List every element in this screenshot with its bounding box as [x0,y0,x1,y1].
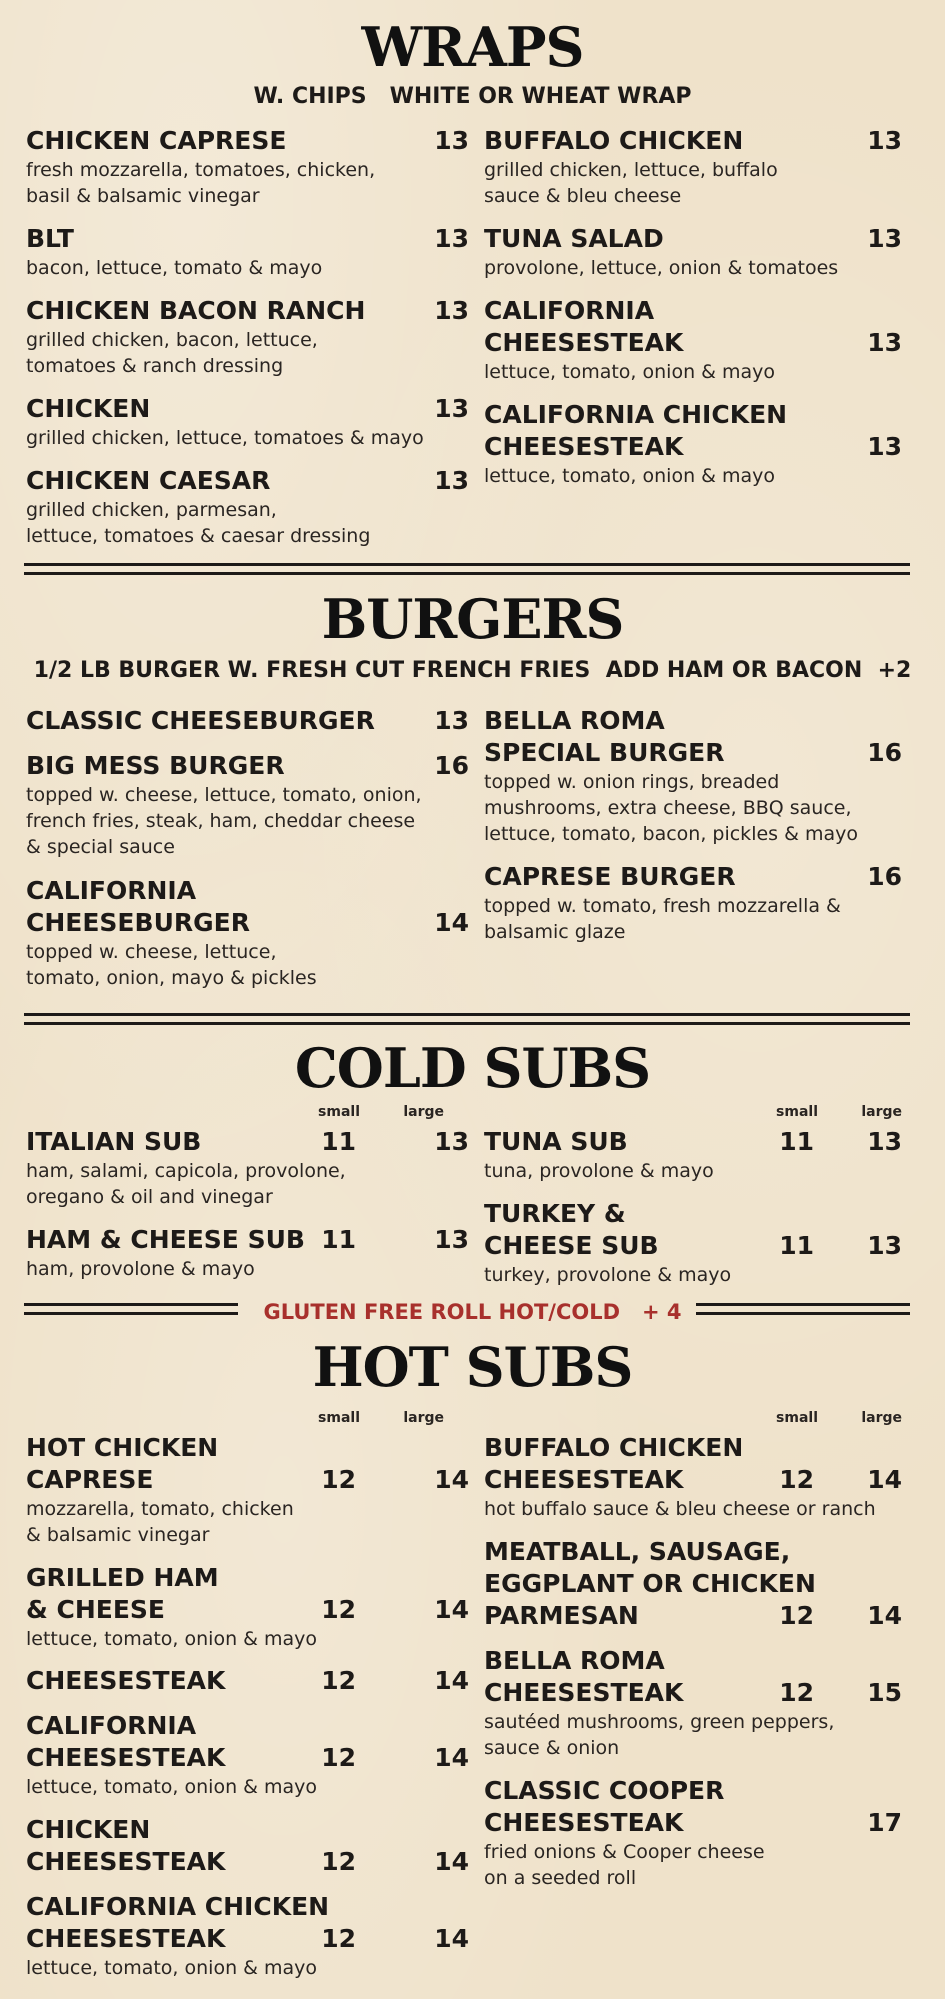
burgers-title: BURGERS [321,587,624,651]
menu-item [484,223,914,281]
item-price: 16 [867,738,902,767]
section-divider [24,1013,910,1025]
item-name: TURKEY & CHEESE SUB [484,1199,659,1260]
item-name: CHEESESTEAK [26,1666,226,1695]
section-divider [24,563,910,575]
item-price: 16 [867,862,902,891]
item-name: BLT [26,224,74,253]
item-price-large: 14 [434,1847,469,1876]
item-desc: topped w. cheese, lettuce, tomato, onion, mayo & pickles [26,941,317,989]
item-name: CHICKEN [26,394,151,423]
item-name: CLASSIC COOPER CHEESESTEAK [484,1776,725,1837]
menu-item [26,125,469,209]
item-desc: mozzarella, tomato, chicken & balsamic vinegar [26,1498,294,1546]
item-desc: hot buffalo sauce & bleu cheese or ranch [484,1498,876,1520]
menu-item [484,1645,914,1761]
item-price-small: 12 [321,1666,356,1695]
item-desc: lettuce, tomato, onion & mayo [26,1628,318,1650]
item-price: 13 [434,394,469,423]
item-name: BUFFALO CHICKEN [484,126,744,155]
menu-item [26,1224,469,1282]
menu-item [26,1665,469,1697]
item-desc: lettuce, tomato, onion & mayo [26,1957,318,1979]
item-price-small: 12 [779,1678,814,1707]
item-name: BIG MESS BURGER [26,751,285,780]
menu-item [26,1710,469,1800]
menu-item [484,1775,914,1891]
item-price-small: 11 [321,1225,356,1254]
item-name: GRILLED HAM & CHEESE [26,1563,219,1624]
item-desc: provolone, lettuce, onion & tomatoes [484,257,839,279]
item-price: 16 [434,751,469,780]
item-name: MEATBALL, SAUSAGE, EGGPLANT OR CHICKEN PARMESAN [484,1537,816,1630]
item-price-small: 12 [321,1595,356,1624]
item-desc: grilled chicken, parmesan, lettuce, tomatoes & caesar dressing [26,499,371,547]
size-large-label: large [403,1410,444,1426]
menu-item [484,1432,914,1522]
item-desc: ham, salami, capicola, provolone, oregano & oil and vinegar [26,1160,346,1208]
item-price-large: 14 [434,1465,469,1494]
item-price-large: 15 [867,1678,902,1707]
item-desc: ham, provolone & mayo [26,1258,255,1280]
item-price-large: 14 [867,1601,902,1630]
item-price-small: 11 [321,1127,356,1156]
size-large-label: large [861,1104,902,1120]
menu-item [484,1536,914,1632]
item-price-small: 11 [779,1231,814,1260]
item-price-large: 13 [434,1127,469,1156]
item-name: HAM & CHEESE SUB [26,1225,305,1254]
wraps-title: WRAPS [361,15,584,79]
burgers-subtitle: 1/2 LB BURGER W. FRESH CUT FRENCH FRIES ADD HAM OR BACON +2 [33,658,912,683]
menu-item [26,1432,469,1548]
item-desc: grilled chicken, lettuce, buffalo sauce & bleu cheese [484,159,778,207]
size-small-label: small [776,1410,818,1426]
item-price-large: 14 [434,1595,469,1624]
item-price-small: 12 [321,1743,356,1772]
menu-item [26,1562,469,1652]
item-price-large: 13 [434,1225,469,1254]
item-price-large: 14 [434,1666,469,1695]
item-price: 14 [434,908,469,937]
item-desc: topped w. cheese, lettuce, tomato, onion, french fries, steak, ham, cheddar cheese & special sauce [26,784,422,858]
item-name: ITALIAN SUB [26,1127,202,1156]
item-price: 13 [434,706,469,735]
menu-item [26,295,469,379]
item-price-small: 11 [779,1127,814,1156]
item-price: 13 [867,126,902,155]
size-small-label: small [318,1410,360,1426]
item-price-large: 13 [867,1127,902,1156]
item-desc: grilled chicken, bacon, lettuce, tomatoes & ranch dressing [26,329,318,377]
item-name: BELLA ROMA SPECIAL BURGER [484,706,725,767]
item-desc: topped w. onion rings, breaded mushrooms, extra cheese, BBQ sauce, lettuce, tomato, bacon, pickles & mayo [484,771,858,845]
item-price-small: 12 [321,1465,356,1494]
item-name: TUNA SUB [484,1127,628,1156]
item-desc: lettuce, tomato, onion & mayo [484,361,776,383]
item-name: CHICKEN CAPRESE [26,126,287,155]
item-name: TUNA SALAD [484,224,664,253]
menu-item [26,1891,469,1981]
wraps-subtitle: W. CHIPS WHITE OR WHEAT WRAP [253,84,692,109]
item-desc: bacon, lettuce, tomato & mayo [26,257,323,279]
item-desc: fried onions & Cooper cheese on a seeded roll [484,1841,765,1889]
item-price: 13 [434,126,469,155]
item-desc: sautéed mushrooms, green peppers, sauce & onion [484,1711,835,1759]
item-desc: tuna, provolone & mayo [484,1160,714,1182]
item-name: CHICKEN CAESAR [26,466,271,495]
item-desc: fresh mozzarella, tomatoes, chicken, basil & balsamic vinegar [26,159,376,207]
item-price: 13 [867,224,902,253]
item-name: CHICKEN CHEESESTEAK [26,1815,226,1876]
item-price-large: 13 [867,1231,902,1260]
hot-subs-title: HOT SUBS [312,1335,633,1399]
item-name: BELLA ROMA CHEESESTEAK [484,1646,684,1707]
item-price-large: 14 [434,1924,469,1953]
item-desc: lettuce, tomato, onion & mayo [26,1776,318,1798]
item-price-small: 12 [321,1847,356,1876]
item-desc: topped w. tomato, fresh mozzarella & balsamic glaze [484,895,841,943]
item-price-small: 12 [321,1924,356,1953]
item-desc: grilled chicken, lettuce, tomatoes & mayo [26,427,424,449]
item-name: CLASSIC CHEESEBURGER [26,706,375,735]
item-name: CALIFORNIA CHEESEBURGER [26,876,250,937]
size-large-label: large [861,1410,902,1426]
item-name: BUFFALO CHICKEN CHEESESTEAK [484,1433,744,1494]
size-small-label: small [318,1104,360,1120]
item-price: 13 [434,224,469,253]
item-price-large: 14 [434,1743,469,1772]
menu-item [26,393,469,451]
menu-item [484,861,914,945]
gluten-free-note: GLUTEN FREE ROLL HOT/COLD + 4 [263,1300,682,1324]
item-name: HOT CHICKEN CAPRESE [26,1433,219,1494]
item-name: CALIFORNIA CHEESESTEAK [484,296,684,357]
menu-item [484,1198,914,1288]
item-price: 13 [867,432,902,461]
item-name: CALIFORNIA CHICKEN CHEESESTEAK [26,1892,330,1953]
menu-item [484,125,914,209]
menu-item [484,399,914,489]
item-price-large: 14 [867,1465,902,1494]
size-small-label: small [776,1104,818,1120]
menu-item [26,1814,469,1878]
cold-subs-title: COLD SUBS [294,1036,651,1100]
item-price-large: 17 [867,1808,902,1837]
item-desc: turkey, provolone & mayo [484,1264,732,1286]
menu-item [26,750,469,860]
item-price-small: 12 [779,1465,814,1494]
item-price-small: 12 [779,1601,814,1630]
menu-item [484,1126,914,1184]
item-desc: lettuce, tomato, onion & mayo [484,465,776,487]
item-name: CALIFORNIA CHICKEN CHEESESTEAK [484,400,788,461]
menu-item [484,705,914,847]
item-price: 13 [434,296,469,325]
item-price: 13 [867,328,902,357]
item-name: CAPRESE BURGER [484,862,736,891]
item-name: CHICKEN BACON RANCH [26,296,366,325]
item-name: CALIFORNIA CHEESESTEAK [26,1711,226,1772]
menu-item [26,705,469,737]
menu-item [484,295,914,385]
menu-item [26,1126,469,1210]
size-large-label: large [403,1104,444,1120]
menu-item [26,875,469,991]
menu-item [26,465,469,549]
menu-item [26,223,469,281]
item-price: 13 [434,466,469,495]
